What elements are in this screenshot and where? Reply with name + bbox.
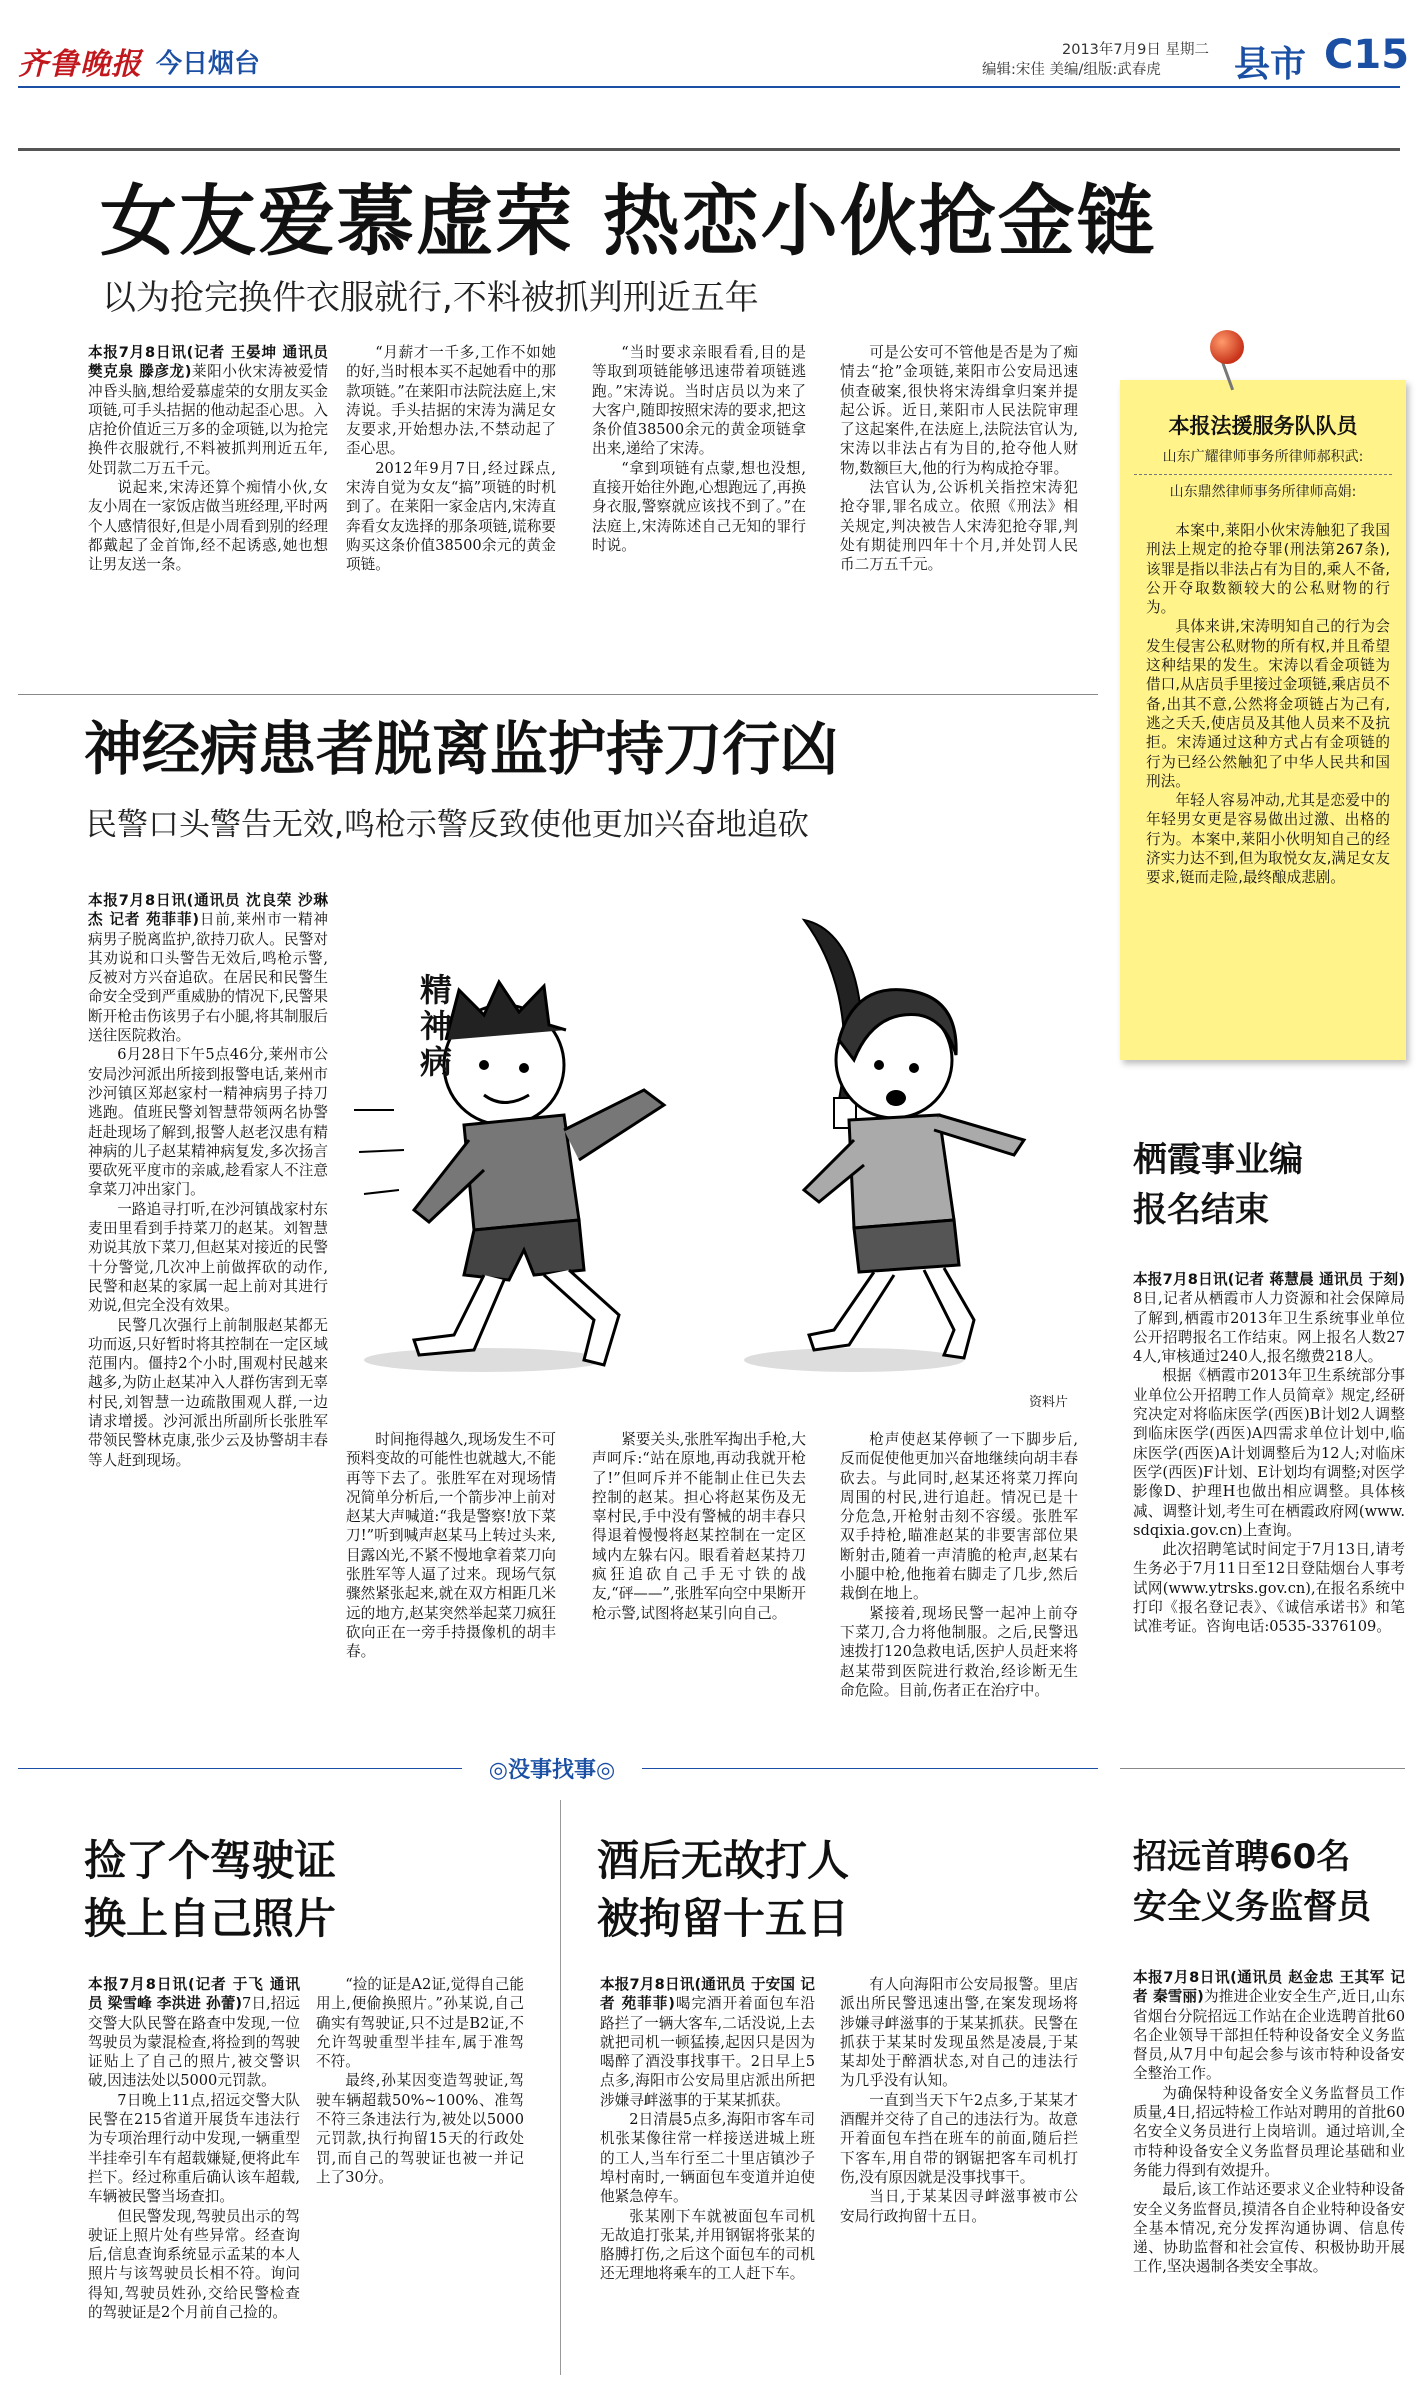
article5-col2: 有人向海阳市公安局报警。里店派出所民警迅速出警,在案发现场将涉嫌寻衅滋事的于某某抓获。民警在抓获于某某时发现虽然是凌晨,于某某却处于醉酒状态,对自己的违法行为几乎没有认知。 一直到当天下午2点多,于某某才酒醒并交待了自己的违法行为。故意开着面包车挡在班车的前面,随后拦下客车,用自带的钢锯把客车司机打伤,没有原因就是没事找事干。 当日,于某某因寻衅滋事被市公安局行政拘留十五日。: [840, 1976, 1078, 2225]
article3-body: 本报7月8日讯(记者 蒋慧晨 通讯员 于刻)8日,记者从栖霞市人力资源和社会保障局了解到,栖霞市2013年卫生系统事业单位公开招聘报名工作结束。网上报名人数274人,审核通过240人,报名缴费218人。 根据《栖霞市2013年卫生系统部分事业单位公开招聘工作人员简章》规定,经研究决定对将临床医学(西医)B计划2人调整到临床医学(西医)A四需求单位计划中,临床医学(西医)A计划调整后为12人;对临床医学(西医)F计划、E计划均有调整;对医学影像D、护理H也做出相应调整。具体核减、调整计划,考生可在栖霞政府网(www.sdqixia.gov.cn)上查询。 此次招聘笔试时间定于7月13日,请考生务必于7月11日至12日登陆烟台人事考试网(www.ytrsks.gov.cn),在报名系统中打印《报名登记表》、《诚信承诺书》和笔试准考证。咨询电话:0535-3376109。: [1133, 1271, 1405, 1636]
article1-subhead: 以为抢完换件衣服就行,不料被抓判刑近五年: [102, 278, 759, 318]
article3-byline: 本报7月8日讯(记者 蒋慧晨 通讯员 于刻): [1133, 1271, 1405, 1288]
page-number: C15: [1324, 32, 1410, 78]
section-name: 今日烟台: [156, 48, 261, 79]
article1-col4: 可是公安可不管他是否是为了痴情去“抢”金项链,莱阳市公安局迅速侦查破案,很快将宋涛缉拿归案并提起公诉。近日,莱阳市人民法院审理了这起案件,在法庭上,法院法官认为,宋涛以非法占有为目的,抢夺他人财物,数额巨大,他的行为构成抢夺罪。 法官认为,公诉机关指控宋涛犯抢夺罪,罪名成立。依照《刑法》相关规定,判决被告人宋涛犯抢夺罪,判处有期徒刑四年十个月,并处罚人民币二万五千元。: [840, 344, 1078, 574]
header-rule: [18, 86, 1400, 88]
article2-rule: [18, 694, 1098, 695]
article1-byline: 本报7月8日讯(记者 王晏坤 通讯员 樊克泉 滕彦龙): [88, 344, 328, 381]
article3-headline-line2: 报名结束: [1133, 1190, 1269, 1230]
article5-byline: 本报7月8日讯(通讯员 于安国 记者 苑菲菲): [600, 1976, 815, 2013]
masthead: [18, 40, 260, 82]
article1-col2: “月薪才一千多,工作不如她的好,当时根本买不起她看中的那款项链。”在莱阳市法院法庭上,宋涛说。手头拮据的宋涛为满足女友要求,开始想办法,不禁动起了歪心思。 2012年9月7日,经过踩点,宋涛自觉为女友“搞”项链的时机到了。在莱阳一家金店内,宋涛直奔看女友选择的那条项链,谎称要购买这条价值38500余元的黄金项链。: [346, 344, 556, 574]
article4-col2: “捡的证是A2证,觉得自己能用上,便偷换照片。”孙某说,自己确实有驾驶证,只不过是B2证,不允许驾驶重型半挂车,属于准驾不符。 最终,孙某因变造驾驶证,驾驶车辆超载50%~100%、准驾不符三条违法行为,被处以5000元罚款,执行拘留15天的行政处罚,而自己的驾驶证也被一并记上了30分。: [316, 1976, 524, 2186]
article4-headline-line1: 捡了个驾驶证: [84, 1836, 337, 1885]
article2-col4: 枪声使赵某停顿了一下脚步后,反而促使他更加兴奋地继续向胡丰春砍去。与此同时,赵某还将菜刀挥向周围的村民,进行追赶。情况已是十分危急,开枪射击刻不容缓。张胜军双手持枪,瞄准赵某的非要害部位果断射击,随着一声清脆的枪声,赵某右小腿中枪,他拖着右脚走了几步,然后栽倒在地上。 紧接着,现场民警一起冲上前夺下菜刀,合力将他制服。之后,民警迅速拨打120急救电话,医护人员赶来将赵某带到医院进行救治,经诊断无生命危险。目前,伤者正在治疗中。: [840, 1431, 1078, 1699]
legal-aid-note: [1120, 380, 1406, 1060]
article2-byline: 本报7月8日讯(通讯员 沈良荣 沙琳杰 记者 苑菲菲): [88, 892, 328, 929]
note-divider: [1134, 474, 1392, 475]
newspaper-logo: 齐鲁晚报: [18, 47, 142, 82]
article1-headline: 女友爱慕虚荣 热恋小伙抢金链: [100, 178, 1156, 267]
article2-col2: 时间拖得越久,现场发生不可预料变故的可能性也就越大,不能再等下去了。张胜军在对现场情况简单分析后,一个箭步冲上前对赵某大声喊道:“我是警察!放下菜刀!”听到喊声赵某马上转过头来,目露凶光,不紧不慢地拿着菜刀向张胜军等人逼了过来。现场气氛骤然紧张起来,就在双方相距几米远的地方,赵某突然举起菜刀疯狂砍向正在一旁手持摄像机的胡丰春。: [346, 1431, 556, 1661]
article2-col3: 紧要关头,张胜军掏出手枪,大声呵斥:“站在原地,再动我就开枪了!”但呵斥并不能制止住已失去控制的赵某。担心将赵某伤及无辜村民,手中没有警械的胡丰春只得退着慢慢将赵某控制在一定区域内左躲右闪。眼看着赵某持刀疯狂追砍自己手无寸铁的战友,“砰——”,张胜军向空中果断开枪示警,试图将赵某引向自己。: [592, 1431, 806, 1622]
article3-headline-line1: 栖霞事业编: [1133, 1140, 1303, 1180]
article1-col3: “当时要求亲眼看看,目的是等取到项链能够迅速带着项链逃跑。”宋涛说。当时店员以为来了大客户,随即按照宋涛的要求,把这条价值38500余元的黄金项链拿出来,递给了宋涛。 “拿到项链有点蒙,想也没想,直接开始往外跑,心想跑远了,再换身衣服,警察就应该找不到了。”在法庭上,宋涛陈述自己无知的罪行时说。: [592, 344, 806, 554]
article1-col1: 本报7月8日讯(记者 王晏坤 通讯员 樊克泉 滕彦龙)莱阳小伙宋涛被爱情冲昏头脑,想给爱慕虚荣的女朋友买金项链,可手头拮据的他动起歪心思。入店抢价值近三万多的金项链,以为抢完换件衣服就行,不料被抓判刑近五年,处罚款二万五千元。 说起来,宋涛还算个痴情小伙,女友小周在一家饭店做当班经理,平时两个人感情很好,但是小周看到别的经理都戴起了金首饰,经不起诱惑,她也想让男友送一条。: [88, 344, 328, 574]
editor-line: 编辑:宋佳 美编/组版:武春虎: [982, 62, 1161, 78]
article5-headline-line2: 被拘留十五日: [597, 1894, 850, 1943]
right-rule: [1120, 1768, 1405, 1769]
page-section: 县市: [1234, 44, 1307, 85]
column-divider-1: [560, 1800, 561, 2375]
top-rule: [18, 148, 1400, 151]
article5-headline-line1: 酒后无故打人: [597, 1836, 850, 1885]
section-tab: ◎没事找事◎: [462, 1753, 642, 1784]
article4-byline: 本报7月8日讯(记者 于飞 通讯员 梁雪峰 李洪进 孙蕾): [88, 1976, 300, 2013]
note-lawyer-2: 山东鼎然律师事务所律师高娟:: [1169, 484, 1357, 500]
article6-headline-line2: 安全义务监督员: [1133, 1887, 1371, 1927]
image-credit: 资料片: [1028, 1395, 1068, 1410]
article2-col1: 本报7月8日讯(通讯员 沈良荣 沙琳杰 记者 苑菲菲)日前,莱州市一精神病男子脱离监护,欲持刀砍人。民警对其劝说和口头警告无效后,鸣枪示警,反被对方兴奋追砍。在居民和民警生命安全受到严重威胁的情况下,民警果断开枪击伤该男子右小腿,将其制服后送往医院救治。 6月28日下午5点46分,莱州市公安局沙河派出所接到报警电话,莱州市沙河镇区郑赵家村一精神病男子持刀逃跑。值班民警刘智慧带领两名协警赶赴现场了解到,报警人赵老汉患有精神病的儿子赵某精神病复发,多次扬言要砍死平度市的亲戚,趁看家人不注意拿菜刀冲出家门。 一路追寻打听,在沙河镇战家村东麦田里看到手持菜刀的赵某。刘智慧劝说其放下菜刀,但赵某对接近的民警十分警觉,几次冲上前做挥砍的动作,民警和赵某的家属一起上前对其进行劝说,但完全没有效果。 民警几次强行上前制服赵某都无功而返,只好暂时将其控制在一定区域范围内。僵持2个小时,围观村民越来越多,为防止赵某冲入人群伤害到无辜村民,刘智慧一边疏散围观人群,一边请求增援。沙河派出所副所长张胜军带领民警林克康,张少云及协警胡丰春等人赶到现场。: [88, 892, 328, 1469]
pushpin-icon: [1210, 330, 1244, 364]
article4-col1: 本报7月8日讯(记者 于飞 通讯员 梁雪峰 李洪进 孙蕾)7日,招远交警大队民警在路查中发现,一位驾驶员为蒙混检查,将捡到的驾驶证贴上了自己的照片,被交警识破,因违法处以5000元罚款。 7日晚上11点,招远交警大队民警在215省道开展货车违法行为专项治理行动中发现,一辆重型半挂牵引车有超载嫌疑,便将此车拦下。经过称重后确认该车超载,车辆被民警当场查扣。 但民警发现,驾驶员出示的驾驶证上照片处有些异常。经查询后,信息查询系统显示孟某的本人照片与该驾驶员长相不符。询问得知,驾驶员姓孙,交给民警检查的驾驶证是2个月前自己捡的。: [88, 1976, 300, 2322]
article2-subhead: 民警口头警告无效,鸣枪示警反致使他更加兴奋地追砍: [86, 807, 809, 843]
article5-col1: 本报7月8日讯(通讯员 于安国 记者 苑菲菲)喝完酒开着面包车沿路拦了一辆大客车,二话没说,上去就把司机一顿猛揍,起因只是因为喝醉了酒没事找事干。2日早上5点多,海阳市公安局里店派出所把涉嫌寻衅滋事的于某某抓获。 2日清晨5点多,海阳市客车司机张某像往常一样接送进城上班的工人,当车行至二十里店镇沙子埠村南时,一辆面包车变道并迫使他紧急停车。 张某刚下车就被面包车司机无故追打张某,并用钢锯将张某的胳膊打伤,之后这个面包车的司机还无理地将乘车的工人赶下车。: [600, 1976, 815, 2283]
cartoon-illustration: [334, 890, 1074, 1412]
article6-headline-line1: 招远首聘60名: [1133, 1837, 1351, 1877]
note-title: 本报法援服务队队员: [1168, 414, 1358, 438]
article4-headline-line2: 换上自己照片: [84, 1894, 337, 1943]
article6-byline: 本报7月8日讯(通讯员 赵金忠 王其军 记者 秦雪丽): [1133, 1969, 1405, 2006]
article2-headline: 神经病患者脱离监护持刀行凶: [84, 715, 839, 783]
note-body: 本案中,莱阳小伙宋涛触犯了我国刑法上规定的抢夺罪(刑法第267条),该罪是指以非法占有为目的,乘人不备,公开夺取数额较大的公私财物的行为。 具体来讲,宋涛明知自己的行为会发生侵害公私财物的所有权,并且希望这种结果的发生。宋涛以看金项链为借口,从店员手里接过金项链,乘店员不备,出其不意,公然将金项链占为己有,逃之夭夭,使店员及其他人员来不及抗拒。宋涛通过这种方式占有金项链的行为已经公然触犯了中华人民共和国刑法。 年轻人容易冲动,尤其是恋爱中的年轻男女更是容易做出过激、出格的行为。本案中,莱阳小伙明知自己的经济实力达不到,但为取悦女友,满足女友要求,铤而走险,最终酿成悲剧。: [1146, 522, 1390, 887]
note-lawyer-1: 山东广耀律师事务所律师郝积武:: [1162, 449, 1364, 465]
article6-body: 本报7月8日讯(通讯员 赵金忠 王其军 记者 秦雪丽)为推进企业安全生产,近日,山东省烟台分院招远工作站在企业选聘首批60名企业领导干部担任特种设备安全义务监督员,从7月中旬起会参与该市特种设备安全整治工作。 为确保特种设备安全义务监督员工作质量,4日,招远特检工作站对聘用的首批60名安全义务员进行上岗培训。通过培训,全市特种设备安全义务监督员理论基础和业务能力得到有效提升。 最后,该工作站还要求义企业特种设备安全义务监督员,摸清各自企业特种设备安全基本情况,充分发挥沟通协调、信息传递、协助监督和社会宣传、积极协助开展工作,坚决遏制各类安全事故。: [1133, 1969, 1405, 2276]
cartoon-svg: [334, 890, 1074, 1412]
date-line: 2013年7月9日 星期二: [1062, 42, 1209, 58]
cartoon-label: 精神病: [420, 971, 453, 1081]
